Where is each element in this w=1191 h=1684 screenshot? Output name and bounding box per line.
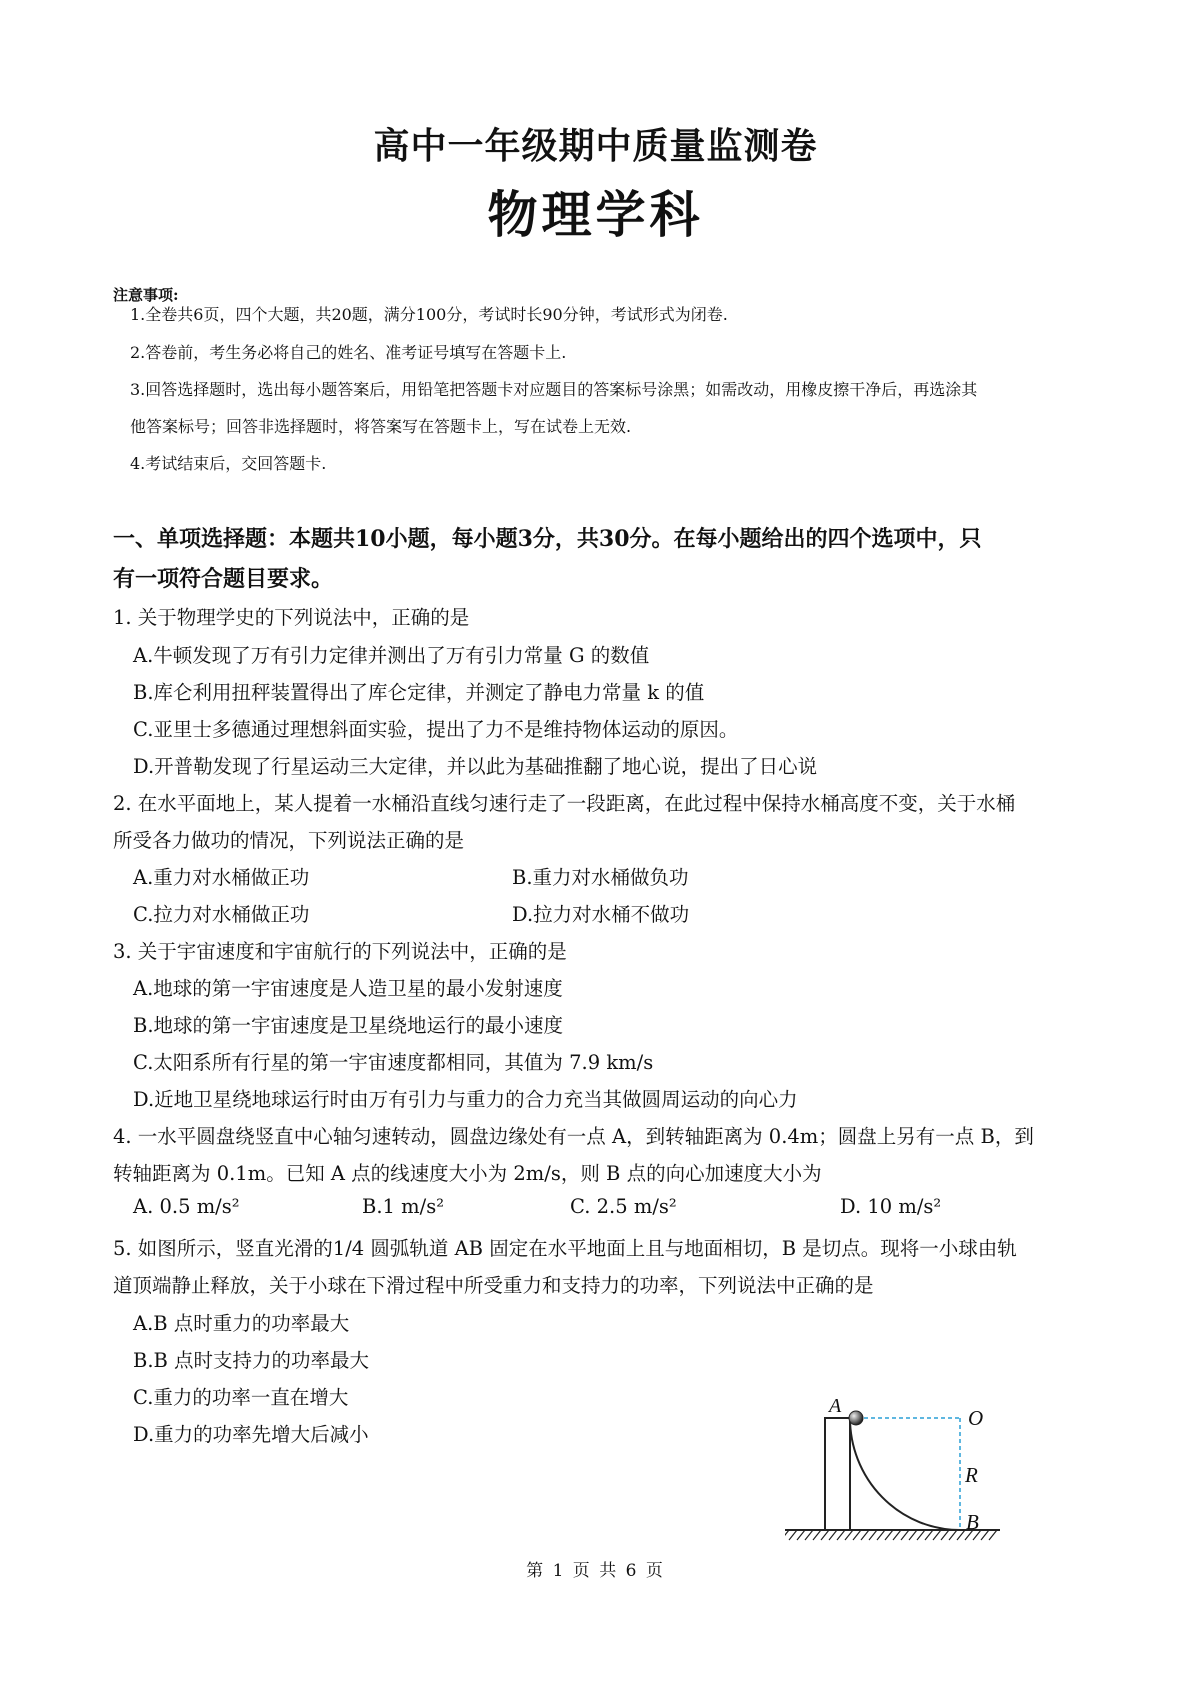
- hatch-mark: [797, 1530, 805, 1540]
- exam-title: 高中一年级期中质量监测卷: [373, 125, 818, 167]
- hatch-mark: [861, 1530, 869, 1540]
- hatch-mark: [837, 1530, 845, 1540]
- question-option: B.地球的第一宇宙速度是卫星绕地运行的最小速度: [133, 1014, 564, 1037]
- question-option: C.拉力对水桶做正功: [133, 903, 310, 926]
- question-stem: 4. 一水平圆盘绕竖直中心轴匀速转动，圆盘边缘处有一点 A，到转轴距离为 0.4m；圆盘上另有一点 B，到: [113, 1125, 1034, 1148]
- subject-title: 物理学科: [487, 185, 704, 244]
- question-stem: 5. 如图所示，竖直光滑的1/4 圆弧轨道 AB 固定在水平地面上且与地面相切，B 是切点。现将一小球由轨: [113, 1237, 1017, 1260]
- hatch-mark: [909, 1530, 917, 1540]
- question-option: D.拉力对水桶不做功: [512, 903, 690, 926]
- question-stem: 所受各力做功的情况，下列说法正确的是: [113, 829, 465, 852]
- question-stem: 转轴距离为 0.1m。已知 A 点的线速度大小为 2m/s，则 B 点的向心加速度大小为: [113, 1162, 822, 1185]
- label-o: O: [968, 1406, 984, 1430]
- question-option: A.牛顿发现了万有引力定律并测出了万有引力常量 G 的数值: [133, 644, 650, 667]
- question-option: D.重力的功率先增大后减小: [133, 1423, 369, 1446]
- hatch-mark: [925, 1530, 933, 1540]
- notice-heading: 注意事项:: [113, 286, 179, 304]
- arc-track: [850, 1418, 960, 1530]
- question-stem: 1. 关于物理学史的下列说法中，正确的是: [113, 606, 470, 629]
- hatch-mark: [893, 1530, 901, 1540]
- question-option: A.地球的第一宇宙速度是人造卫星的最小发射速度: [133, 977, 563, 1000]
- hatch-mark: [901, 1530, 909, 1540]
- hatch-mark: [829, 1530, 837, 1540]
- question-option: D. 10 m/s²: [840, 1195, 942, 1218]
- question-stem: 2. 在水平面地上，某人提着一水桶沿直线匀速行走了一段距离，在此过程中保持水桶高度不变，关于水桶: [113, 792, 1016, 815]
- question-option: A.重力对水桶做正功: [133, 866, 310, 889]
- hatch-mark: [805, 1530, 813, 1540]
- label-r: R: [965, 1463, 978, 1487]
- question-stem: 3. 关于宇宙速度和宇宙航行的下列说法中，正确的是: [113, 940, 567, 963]
- question-option: D.开普勒发现了行星运动三大定律，并以此为基础推翻了地心说，提出了日心说: [133, 755, 818, 778]
- question-option: C.亚里士多德通过理想斜面实验，提出了力不是维持物体运动的原因。: [133, 718, 739, 741]
- hatch-mark: [949, 1530, 957, 1540]
- notice-item: 1.全卷共6页，四个大题，共20题，满分100分，考试时长90分钟，考试形式为闭卷.: [130, 305, 728, 324]
- question-option: C. 2.5 m/s²: [570, 1195, 677, 1218]
- section-heading: 一、单项选择题：本题共10小题，每小题3分，共30分。在每小题给出的四个选项中，只: [113, 526, 982, 552]
- question-option: B.B 点时支持力的功率最大: [133, 1349, 370, 1372]
- notice-item: 4.考试结束后，交回答题卡.: [130, 454, 327, 473]
- page-footer: 第 1 页 共 6 页: [526, 1561, 665, 1581]
- hatch-mark: [821, 1530, 829, 1540]
- question-option: A.B 点时重力的功率最大: [133, 1312, 350, 1335]
- ball-icon: [849, 1411, 863, 1425]
- hatch-mark: [813, 1530, 821, 1540]
- hatch-mark: [877, 1530, 885, 1540]
- section-heading: 有一项符合题目要求。: [113, 566, 334, 592]
- notice-item: 2.答卷前，考生务必将自己的姓名、准考证号填写在答题卡上.: [130, 343, 567, 362]
- question-option: C.重力的功率一直在增大: [133, 1386, 349, 1409]
- question-option: B.1 m/s²: [362, 1195, 445, 1218]
- hatch-mark: [785, 1530, 789, 1540]
- hatch-mark: [885, 1530, 893, 1540]
- hatch-mark: [933, 1530, 941, 1540]
- hatch-mark: [845, 1530, 853, 1540]
- hatch-mark: [853, 1530, 861, 1540]
- hatch-mark: [789, 1530, 797, 1540]
- label-a: A: [829, 1398, 842, 1417]
- hatch-mark: [917, 1530, 925, 1540]
- question-option: C.太阳系所有行星的第一宇宙速度都相同，其值为 7.9 km/s: [133, 1051, 654, 1074]
- hatch-mark: [981, 1530, 989, 1540]
- arc-track-diagram: [785, 1398, 1015, 1548]
- notice-item: 3.回答选择题时，选出每小题答案后，用铅笔把答题卡对应题目的答案标号涂黑；如需改动，用橡皮擦干净后，再选涂其: [130, 380, 978, 399]
- label-b: B: [966, 1510, 979, 1534]
- question-stem: 道顶端静止释放，关于小球在下滑过程中所受重力和支持力的功率，下列说法中正确的是: [113, 1274, 874, 1297]
- notice-item: 他答案标号；回答非选择题时，将答案写在答题卡上，写在试卷上无效.: [130, 417, 632, 436]
- hatch-mark: [989, 1530, 997, 1540]
- hatch-mark: [869, 1530, 877, 1540]
- question-option: B.库仑利用扭秤装置得出了库仑定律，并测定了静电力常量 k 的值: [133, 681, 705, 704]
- question-option: A. 0.5 m/s²: [133, 1195, 240, 1218]
- question-option: B.重力对水桶做负功: [512, 866, 689, 889]
- support-post: [825, 1418, 850, 1530]
- hatch-mark: [941, 1530, 949, 1540]
- hatch-mark: [957, 1530, 965, 1540]
- question-option: D.近地卫星绕地球运行时由万有引力与重力的合力充当其做圆周运动的向心力: [133, 1088, 798, 1111]
